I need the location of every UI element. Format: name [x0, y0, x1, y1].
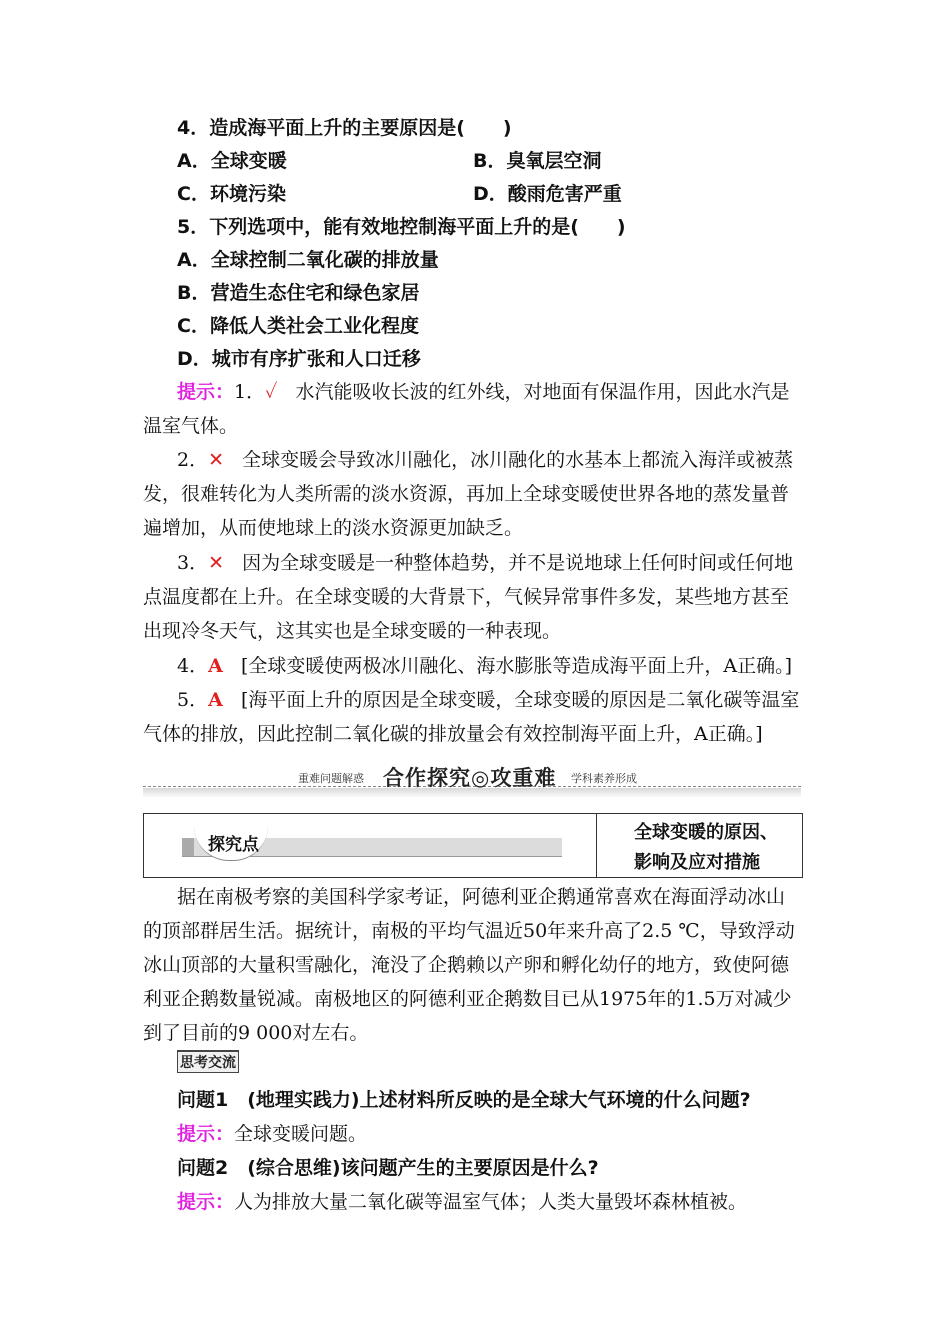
question-4-options-row1 — [177, 149, 777, 173]
explore-title-line1: 全球变暖的原因、 — [634, 822, 778, 843]
option-a: A．全球变暖 — [177, 150, 287, 172]
option-a: A．全球控制二氧化碳的排放量 — [177, 249, 439, 271]
option-b: B．营造生态住宅和绿色家居 — [177, 282, 420, 304]
explore-title-line2: 影响及应对措施 — [634, 852, 760, 873]
answer-2-cont: 发，很难转化为人类所需的淡水资源，再加上全球变暖使世界各地的蒸发量普 — [143, 483, 790, 505]
answer-choice: A — [208, 689, 223, 711]
answer-3-cont: 出现冷冬天气，这其实也是全球变暖的一种表现。 — [143, 620, 562, 642]
banner-title: 合作探究◎攻重难 — [383, 766, 557, 790]
answer-1: 提示：1．✓ 水汽能吸收长波的红外线，对地面有保温作用，因此水汽是 — [177, 381, 790, 403]
cross-icon: ✕ — [208, 449, 225, 471]
material-line: 到了目前的9 000对左右。 — [143, 1022, 369, 1044]
question-4-options-row2 — [177, 182, 777, 206]
hint-label: 提示： — [177, 1123, 235, 1145]
answer-3-cont: 点温度都在上升。在全球变暖的大背景下，气候异常事件多发，某些地方甚至 — [143, 586, 790, 608]
answer-2-cont: 遍增加，从而使地球上的淡水资源更加缺乏。 — [143, 517, 524, 539]
option-d: D．酸雨危害严重 — [473, 183, 622, 205]
answer-5: 5．A [海平面上升的原因是全球变暖，全球变暖的原因是二氧化碳等温室 — [177, 689, 800, 711]
banner-left-text: 重难问题解惑 — [298, 772, 364, 785]
discussion-tag: 思考交流 — [177, 1050, 239, 1073]
answer-choice: A — [208, 655, 223, 677]
question-5-stem: 5．下列选项中，能有效地控制海平面上升的是( ) — [177, 216, 626, 238]
material-line: 的顶部群居生活。据统计，南极的平均气温近50年来升高了2.5 ℃，导致浮动 — [143, 920, 795, 942]
answer-3: 3．✕ 因为全球变暖是一种整体趋势，并不是说地球上任何时间或任何地 — [177, 552, 794, 574]
explore-label: 探究点 — [208, 835, 259, 855]
option-d: D．城市有序扩张和人口迁移 — [177, 348, 421, 370]
option-b: B．臭氧层空洞 — [473, 150, 602, 172]
material-line: 冰山顶部的大量积雪融化，淹没了企鹅赖以产卵和孵化幼仔的地方，致使阿德 — [143, 954, 790, 976]
option-c: C．降低人类社会工业化程度 — [177, 315, 419, 337]
section-banner — [143, 762, 801, 796]
explore-point-box — [143, 813, 803, 878]
question-4-stem: 4．造成海平面上升的主要原因是( ) — [177, 117, 512, 139]
banner-right-text: 学科素养形成 — [571, 772, 637, 785]
discussion-question-2: 问题2 (综合思维)该问题产生的主要原因是什么? — [177, 1157, 599, 1179]
option-c: C．环境污染 — [177, 183, 286, 205]
answer-4: 4．A [全球变暖使两极冰川融化、海水膨胀等造成海平面上升，A正确。] — [177, 655, 793, 677]
cross-icon: ✕ — [208, 552, 225, 574]
hint-label: 提示： — [177, 1191, 235, 1213]
material-line: 利亚企鹅数量锐减。南极地区的阿德利亚企鹅数目已从1975年的1.5万对减少 — [143, 988, 792, 1010]
discussion-answer-1: 提示：全球变暖问题。 — [177, 1123, 368, 1145]
check-icon: ✓ — [265, 381, 278, 403]
answer-5-cont: 气体的排放，因此控制二氧化碳的排放量会有效控制海平面上升，A正确。] — [143, 723, 763, 745]
answer-2: 2．✕ 全球变暖会导致冰川融化，冰川融化的水基本上都流入海洋或被蒸 — [177, 449, 794, 471]
discussion-question-1: 问题1 (地理实践力)上述材料所反映的是全球大气环境的什么问题? — [177, 1089, 751, 1111]
hint-label: 提示： — [177, 381, 235, 403]
material-line: 据在南极考察的美国科学家考证，阿德利亚企鹅通常喜欢在海面浮动冰山 — [177, 886, 786, 908]
discussion-answer-2: 提示：人为排放大量二氧化碳等温室气体；人类大量毁坏森林植被。 — [177, 1191, 748, 1213]
answer-1-cont: 温室气体。 — [143, 415, 239, 437]
